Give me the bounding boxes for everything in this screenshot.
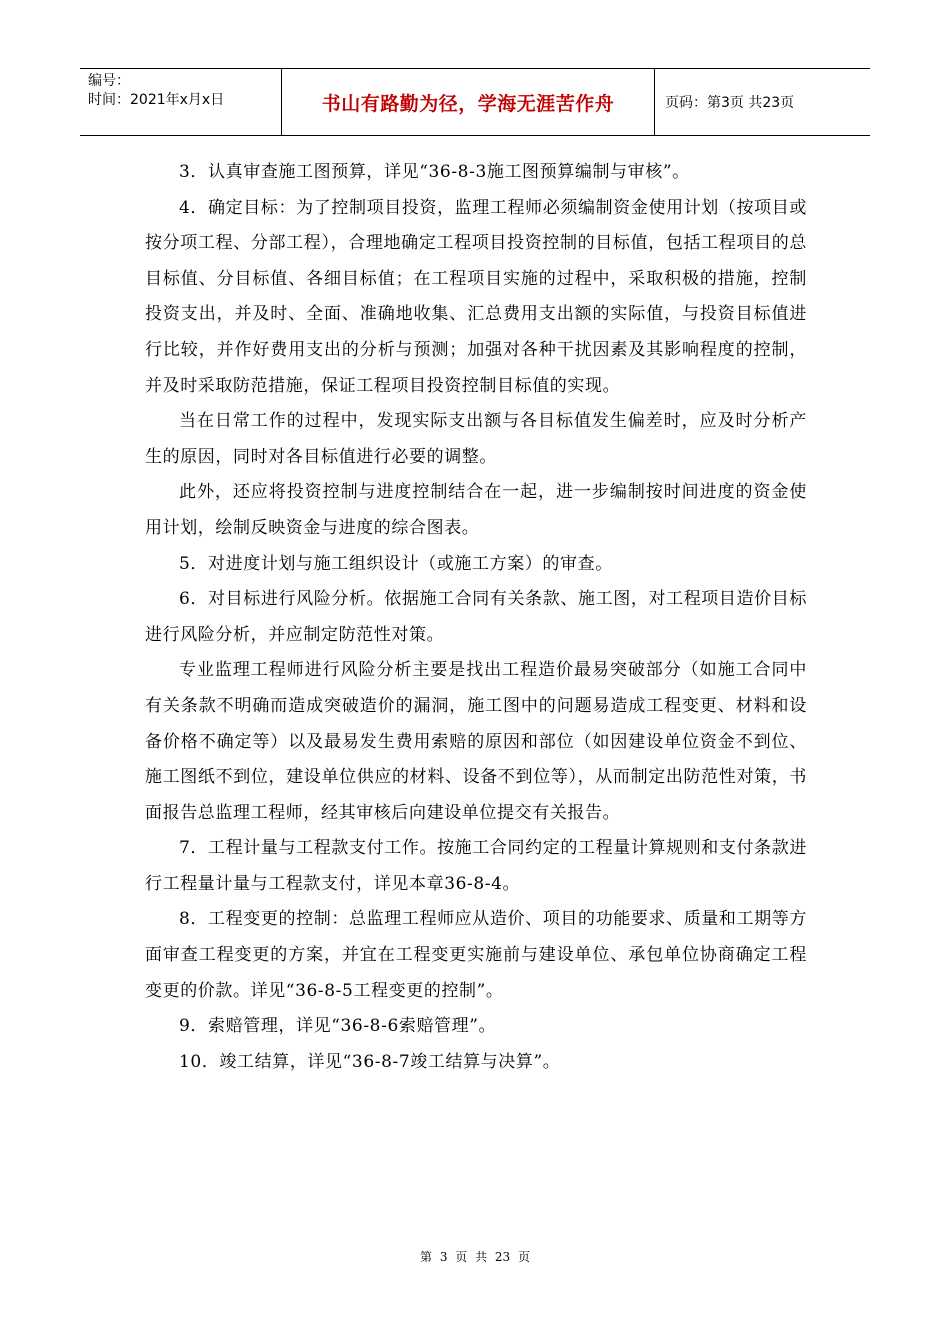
paragraph: 10．竣工结算，详见“36-8-7竣工结算与决算”。 [179,1051,561,1072]
paragraph: 9．索赔管理，详见“36-8-6索赔管理”。 [179,1016,497,1037]
header-motto-cell [282,69,655,135]
paragraph: 4．确定目标：为了控制项目投资，监理工程师必须编制资金使用计划（按项目或按分项工程、分部工程），合理地确定工程项目投资控制的目标值，包括工程项目的总目标值、分目标值、各细目标值；在工程项目实施的过程中，采取积极的措施，控制投资支出，并及时、全面、准确地收集、汇总费用支出额的实际值，与投资目标值进行比较，并作好费用支出的分析与预测；加强对各种干扰因素及其影响程度的控制，并及时采取防范措施，保证工程项目投资控制目标值的实现。 [145,197,807,396]
paragraph: 7．工程计量与工程款支付工作。按施工合同约定的工程量计算规则和支付条款进行工程量计量与工程款支付，详见本章36-8-4。 [145,838,807,894]
footer-page-number: 第 3 页 共 23 页 [420,1250,530,1264]
document-body [145,155,807,1080]
header-motto: 书山有路勤为径，学海无涯苦作舟 [321,92,615,115]
page-footer [0,1248,950,1265]
paragraph: 此外，还应将投资控制与进度控制结合在一起，进一步编制按时间进度的资金使用计划，绘制反映资金与进度的综合图表。 [145,482,807,538]
paragraph: 8．工程变更的控制：总监理工程师应从造价、项目的功能要求、质量和工期等方面审查工程变更的方案，并宜在工程变更实施前与建设单位、承包单位协商确定工程变更的价款。详见“36-8-5工程变更的控制”。 [145,909,807,1001]
paragraph: 5．对进度计划与施工组织设计（或施工方案）的审查。 [179,553,613,574]
page-header [80,68,870,136]
header-page-cell [655,69,870,135]
paragraph: 6．对目标进行风险分析。依据施工合同有关条款、施工图，对工程项目造价目标进行风险分析，并应制定防范性对策。 [145,589,807,645]
header-page-label: 页码：第3页 共23页 [665,95,795,111]
paragraph: 3．认真审查施工图预算，详见“36-8-3施工图预算编制与审核”。 [179,162,690,182]
document-date-label: 时间：2021年x月x日 [88,92,225,108]
header-meta [80,69,282,135]
paragraph: 当在日常工作的过程中，发现实际支出额与各目标值发生偏差时，应及时分析产生的原因，同时对各目标值进行必要的调整。 [145,411,807,467]
document-number-label: 编号： [88,73,130,89]
paragraph: 专业监理工程师进行风险分析主要是找出工程造价最易突破部分（如施工合同中有关条款不明确而造成突破造价的漏洞，施工图中的问题易造成工程变更、材料和设备价格不确定等）以及最易发生费用索赔的原因和部位（如因建设单位资金不到位、施工图纸不到位，建设单位供应的材料、设备不到位等），从而制定出防范性对策，书面报告总监理工程师，经其审核后向建设单位提交有关报告。 [145,660,807,823]
